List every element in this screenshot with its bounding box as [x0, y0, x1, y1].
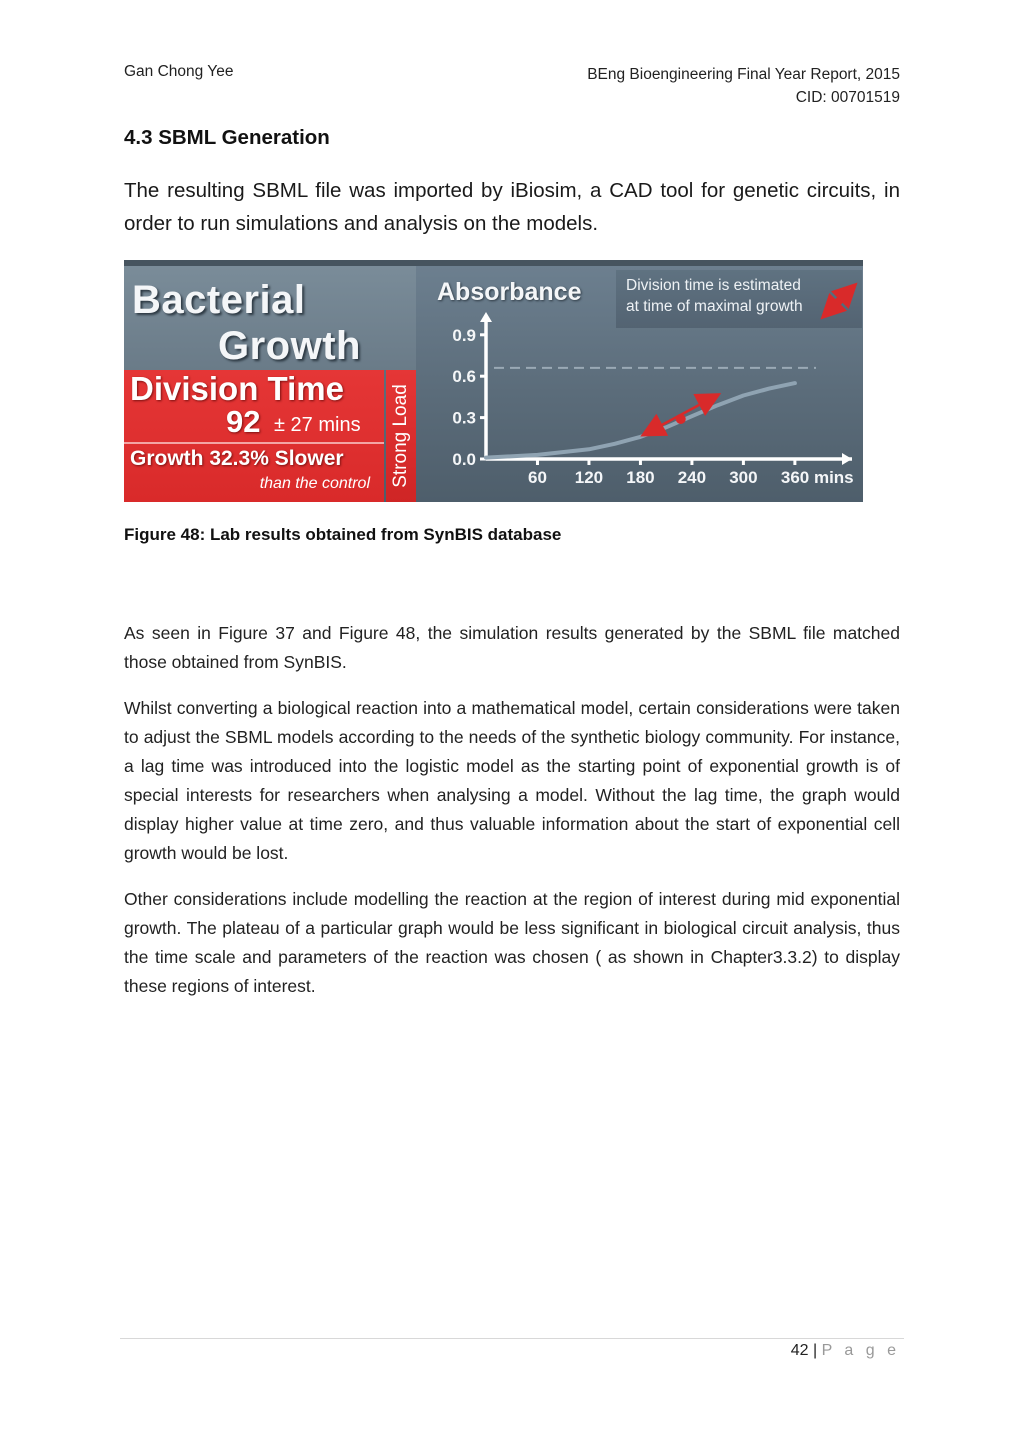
panel-title-growth: Growth [218, 324, 361, 368]
footer-separator: | [812, 1342, 818, 1359]
paragraph-1: As seen in Figure 37 and Figure 48, the simulation results generated by the SBML file matched those obtained from SynBIS. [124, 623, 900, 672]
paragraph-2: Whilst converting a biological reaction into a mathematical model, certain considerations were taken to adjust the SBML models according to the needs of the synthetic biology community. For instance, a lag time was introduced into the logistic model as the starting point of exponential growth is of special interests for researchers when analysing a model. Without the lag time, the graph would display higher value at time zero, and thus valuable information about the start of exponential cell growth would be lost. [124, 698, 900, 863]
header-cid: CID: 00701519 [795, 89, 900, 106]
division-time-value: 92 [226, 404, 261, 439]
footer-divider [120, 1338, 904, 1339]
x-axis-arrowhead [842, 453, 852, 465]
header-author: Gan Chong Yee [124, 63, 234, 80]
y-tick-label: 0.0 [452, 450, 476, 469]
figure-caption: Figure 48: Lab results obtained from SynBIS database [124, 525, 562, 544]
section-intro: The resulting SBML file was imported by iBiosim, a CAD tool for genetic circuits, in order to run simulations and analysis on the models. [124, 179, 900, 235]
header-report-title: BEng Bioengineering Final Year Report, 2015 [587, 66, 900, 83]
max-growth-marker [676, 414, 686, 424]
double-arrow-icon [824, 286, 854, 316]
x-tick-label: 240 [677, 468, 707, 487]
page-word: P a g e [821, 1342, 900, 1359]
lab-results-figure [124, 260, 863, 502]
division-time-title: Division Time [130, 370, 344, 407]
page-footer [791, 1342, 900, 1360]
paragraph-3: Other considerations include modelling the reaction at the region of interest during mid exponential growth. The plateau of a particular graph would be less significant in biological circuit analysis, thus the time scale and parameters of the reaction was chosen ( as shown in Chapter3.3.2) to display these regions of interest. [124, 889, 900, 996]
absorbance-chart [124, 260, 863, 502]
y-tick-label: 0.9 [452, 325, 476, 345]
x-tick-label: 300 [729, 468, 758, 487]
y-tick-label: 0.3 [452, 408, 476, 428]
section-title: 4.3 SBML Generation [124, 126, 330, 149]
page-number: 42 [790, 1342, 809, 1359]
division-note-line2: at time of maximal growth [626, 298, 803, 315]
growth-slower-text: Growth 32.3% Slower [130, 447, 344, 470]
growth-curve [486, 383, 795, 458]
x-tick-label: 180 [626, 468, 655, 487]
header-report-info [587, 63, 900, 109]
division-time-uncertainty: ± 27 mins [274, 414, 361, 436]
x-tick-label: 120 [574, 468, 604, 487]
than-control-text: than the control [259, 475, 370, 492]
x-tick-label: 60 [528, 468, 547, 487]
y-tick-label: 0.6 [452, 367, 476, 387]
y-axis-arrowhead [480, 312, 492, 322]
chart-title: Absorbance [437, 278, 582, 306]
division-note-line1: Division time is estimated [626, 277, 801, 294]
panel-title-bacterial: Bacterial [132, 278, 306, 322]
x-tick-label: 360 mins [780, 468, 854, 487]
strong-load-label: Strong Load [390, 384, 411, 488]
